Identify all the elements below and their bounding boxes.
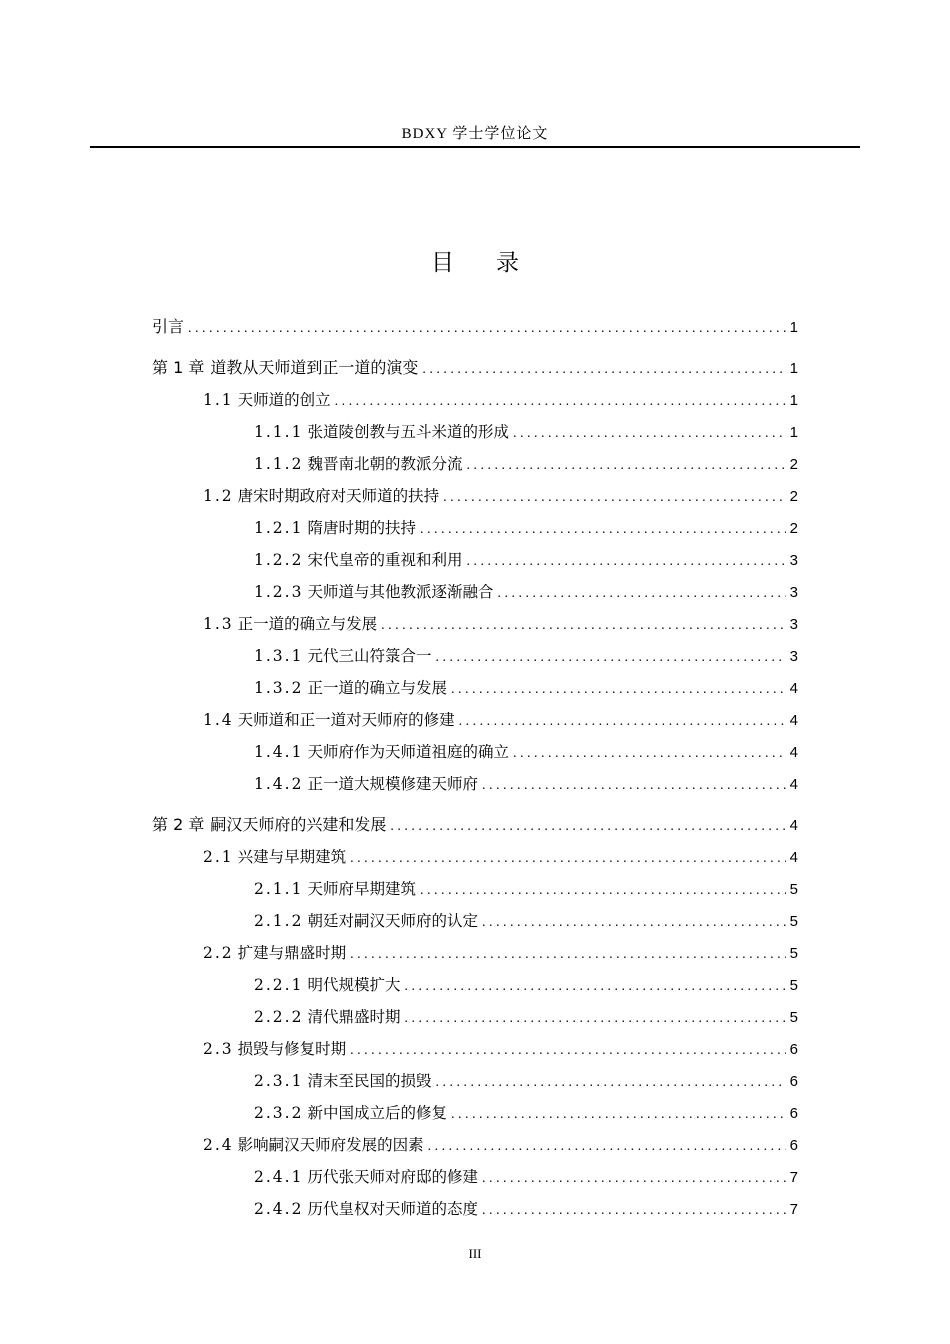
toc-entry[interactable] [152, 814, 798, 836]
toc-entry-page: 2 [789, 488, 798, 505]
toc-entry-number: 2.4 [203, 1136, 234, 1154]
toc-entry-number: 2.1.1 [254, 880, 304, 898]
toc-entry-title: 正一道的确立与发展 [307, 679, 447, 697]
toc-entry-number: 2.3.1 [254, 1072, 304, 1090]
toc-entry-page: 2 [789, 456, 798, 473]
toc-entry[interactable] [203, 709, 798, 731]
toc-entry-title: 魏晋南北朝的教派分流 [307, 455, 463, 473]
toc-entry-title: 引言 [152, 317, 185, 336]
toc-entry-page: 4 [789, 849, 798, 866]
toc-entry-title: 天师道与其他教派逐渐融合 [307, 583, 494, 601]
toc-dot-leader [420, 880, 786, 902]
toc-entry-title: 清末至民国的损毁 [307, 1072, 432, 1090]
toc-dot-leader [451, 1104, 786, 1126]
toc-entry-title: 唐宋时期政府对天师道的扶持 [237, 487, 440, 505]
toc-dot-leader [482, 1168, 786, 1190]
toc-entry-page: 6 [789, 1105, 798, 1122]
toc-entry[interactable] [152, 357, 798, 379]
toc-entry-page: 5 [789, 977, 798, 994]
toc-entry-page: 6 [789, 1073, 798, 1090]
toc-dot-leader [404, 976, 785, 998]
toc-entry-title: 新中国成立后的修复 [307, 1104, 447, 1122]
toc-dot-leader [381, 615, 785, 637]
toc-entry-title: 兴建与早期建筑 [237, 848, 347, 866]
toc-entry[interactable] [254, 645, 798, 667]
toc-dot-leader [404, 1008, 785, 1030]
toc-entry-title: 天师府作为天师道祖庭的确立 [307, 743, 509, 761]
toc-entry-page: 1 [789, 360, 798, 377]
toc-entry-number: 2.1.2 [254, 912, 304, 930]
toc-dot-leader [497, 583, 785, 605]
toc-dot-leader [459, 711, 786, 733]
toc-entry-title: 历代皇权对天师道的态度 [307, 1200, 478, 1218]
toc-entry-page: 3 [789, 584, 798, 601]
toc-entry[interactable] [254, 453, 798, 475]
toc-dot-leader [428, 1136, 786, 1158]
running-header: BDXY 学士学位论文 [401, 126, 549, 142]
toc-entry-number: 2.4.1 [254, 1168, 304, 1186]
toc-entry-title: 张道陵创教与五斗米道的形成 [307, 423, 509, 441]
toc-entry-page: 7 [789, 1169, 798, 1186]
toc-entry-title: 元代三山符箓合一 [307, 647, 432, 665]
toc-entry-number: 2.2.1 [254, 976, 304, 994]
toc-entry-page: 2 [789, 520, 798, 537]
toc-entry[interactable] [254, 910, 798, 932]
toc-entry-page: 1 [789, 319, 798, 336]
toc-entry[interactable] [254, 1102, 798, 1124]
toc-entry-number: 1.2.3 [254, 583, 304, 601]
toc-dot-leader [335, 391, 786, 413]
toc-dot-leader [466, 455, 785, 477]
toc-entry-number: 1.4.2 [254, 775, 304, 793]
toc-dot-leader [451, 679, 786, 701]
toc-entry-number: 1.3.2 [254, 679, 304, 697]
toc-entry[interactable] [254, 581, 798, 603]
toc-entry-number: 2.3 [203, 1040, 234, 1058]
toc-dot-leader [482, 775, 786, 797]
toc-entry-page: 5 [789, 913, 798, 930]
toc-entry-title: 隋唐时期的扶持 [307, 519, 416, 537]
toc-entry-title: 影响嗣汉天师府发展的因素 [237, 1136, 424, 1154]
toc-entry-page: 5 [789, 945, 798, 962]
toc-entry-number: 第 2 章 [152, 815, 205, 834]
toc-entry-title: 宋代皇帝的重视和利用 [307, 551, 463, 569]
toc-entry[interactable] [254, 421, 798, 443]
toc-entry-page: 3 [789, 648, 798, 665]
page-number: III [468, 1246, 482, 1261]
header-rule [90, 146, 860, 148]
toc-entry-title: 道教从天师道到正一道的演变 [210, 358, 419, 377]
toc-entry-number: 1.4 [203, 711, 234, 729]
toc-entry[interactable] [254, 549, 798, 571]
toc-entry-page: 4 [789, 776, 798, 793]
toc-entry[interactable] [203, 942, 798, 964]
toc-entry-page: 4 [789, 712, 798, 729]
toc-entry-page: 1 [789, 392, 798, 409]
toc-entry[interactable] [203, 846, 798, 868]
toc-dot-leader [482, 912, 786, 934]
toc-entry-page: 5 [789, 881, 798, 898]
toc-entry[interactable] [254, 1166, 798, 1188]
toc-entry[interactable] [254, 878, 798, 900]
toc-entry-title: 清代鼎盛时期 [307, 1008, 401, 1026]
toc-dot-leader [350, 944, 785, 966]
toc-entry[interactable] [203, 389, 798, 411]
toc-entry-number: 2.3.2 [254, 1104, 304, 1122]
toc-entry-title: 朝廷对嗣汉天师府的认定 [307, 912, 478, 930]
toc-dot-leader [350, 848, 785, 870]
toc-dot-leader [482, 1200, 786, 1222]
toc-entry[interactable] [152, 316, 798, 338]
toc-dot-leader [513, 743, 786, 765]
toc-entry-number: 1.2.2 [254, 551, 304, 569]
toc-dot-leader [390, 816, 785, 838]
toc-entry[interactable] [254, 517, 798, 539]
toc-entry-page: 6 [789, 1137, 798, 1154]
toc-entry-number: 第 1 章 [152, 358, 205, 377]
toc-entry-number: 1.3.1 [254, 647, 304, 665]
toc-entry-number: 1.3 [203, 615, 234, 633]
toc-entry[interactable] [254, 1198, 798, 1220]
toc-entry-number: 2.2.2 [254, 1008, 304, 1026]
toc-entry-number: 1.2 [203, 487, 234, 505]
toc-dot-leader [420, 519, 786, 541]
toc-entry-title: 正一道的确立与发展 [237, 615, 378, 633]
toc-entry-page: 1 [789, 424, 798, 441]
toc-entry-number: 1.4.1 [254, 743, 304, 761]
toc-entry-title: 历代张天师对府邸的修建 [307, 1168, 478, 1186]
toc-entry[interactable] [203, 1038, 798, 1060]
toc-entry-title: 损毁与修复时期 [237, 1040, 347, 1058]
toc-dot-leader [513, 423, 786, 445]
toc-entry-title: 明代规模扩大 [307, 976, 401, 994]
toc-entry-title: 天师道和正一道对天师府的修建 [237, 711, 455, 729]
toc-entry[interactable] [254, 1070, 798, 1092]
toc-entry-page: 5 [789, 1009, 798, 1026]
toc-entry-page: 3 [789, 616, 798, 633]
toc-entry[interactable] [254, 1006, 798, 1028]
toc-entry-number: 1.1.1 [254, 423, 304, 441]
toc-entry-number: 1.1 [203, 391, 234, 409]
toc-entry-page: 7 [789, 1201, 798, 1218]
toc-entry[interactable] [203, 485, 798, 507]
toc-dot-leader [435, 1072, 785, 1094]
toc-entry[interactable] [254, 773, 798, 795]
toc-entry[interactable] [203, 1134, 798, 1156]
toc-entry[interactable] [254, 974, 798, 996]
toc-entry-title: 天师道的创立 [237, 391, 331, 409]
toc-entry-number: 2.4.2 [254, 1200, 304, 1218]
toc-dot-leader [422, 359, 785, 381]
toc-dot-leader [443, 487, 785, 509]
toc-entry-page: 4 [789, 817, 798, 834]
page-title: 目录 [431, 250, 561, 276]
toc-entry-title: 正一道大规模修建天师府 [307, 775, 478, 793]
toc-entry-number: 1.2.1 [254, 519, 304, 537]
toc-dot-leader [188, 318, 786, 340]
toc-entry-number: 2.2 [203, 944, 234, 962]
toc-entry[interactable] [254, 741, 798, 763]
toc-entry-page: 6 [789, 1041, 798, 1058]
toc-entry[interactable] [203, 613, 798, 635]
toc-entry[interactable] [254, 677, 798, 699]
toc-entry-page: 3 [789, 552, 798, 569]
toc-entry-page: 4 [789, 680, 798, 697]
toc-entry-title: 天师府早期建筑 [307, 880, 416, 898]
toc-entry-page: 4 [789, 744, 798, 761]
toc-dot-leader [466, 551, 785, 573]
toc-dot-leader [435, 647, 785, 669]
toc-entry-title: 嗣汉天师府的兴建和发展 [210, 815, 387, 834]
toc-entry-title: 扩建与鼎盛时期 [237, 944, 347, 962]
toc-entry-number: 2.1 [203, 848, 234, 866]
toc-entry-number: 1.1.2 [254, 455, 304, 473]
toc-dot-leader [350, 1040, 785, 1062]
